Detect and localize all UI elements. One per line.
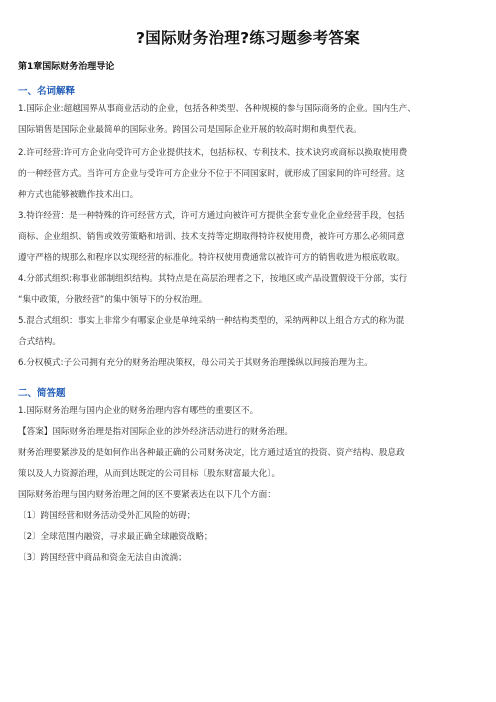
answer-explanation: [18, 443, 480, 485]
term-line: 4.分部式组织:称事业部制组织结构。其特点是在高层治理者之下，按地区或产品设置假设干分部，实行: [18, 274, 408, 284]
term-4: [18, 269, 480, 311]
term-line: 的一种经营方式。当许可方企业与受许可方企业分不位于不同国家时，就形成了国家间的许可经营。这: [18, 169, 405, 179]
term-line: 6.分权模式:子公司拥有充分的财务治理决策权，母公司关于其财务治理操纵以间接治理为主。: [18, 358, 373, 368]
intro-text: 国际财务治理与国内财务治理之间的区不要紧表达在以下几个方面：: [18, 490, 276, 500]
term-line: 5.混合式组织：事实上非常少有哪家企业是单纯采纳一种结构类型的，采纳两种以上组合方式的称为混: [18, 316, 405, 326]
term-line: 3.特许经营：是一种特殊的许可经营方式，许可方通过向被许可方提供全套专业化企业经营手段，包括: [18, 211, 405, 221]
term-2: [18, 143, 480, 206]
term-line: 合式结构。: [18, 337, 61, 347]
term-line: 1.国际企业:超越国界从事商业活动的企业，包括各种类型、各种规模的参与国际商务的企业。国内生产、: [18, 104, 416, 114]
explain-line: 财务治理要紧涉及的是如何作出各种最正确的公司财务决定，比方通过适宜的投资、资产结构、股息政: [18, 448, 405, 458]
term-line: 2.许可经营:许可方企业向受许可方企业提供技术，包括标权、专利技术、技术诀窍或商标以换取使用费: [18, 148, 408, 158]
differences-list: [18, 506, 480, 569]
question-text: 1.国际财务治理与国内企业的财务治理内容有哪些的重要区不。: [18, 406, 259, 416]
term-line: “集中政策，分散经营”的集中领导下的分权治理。: [18, 295, 208, 305]
list-item: 〔3〕跨国经营中商品和资金无法自由流淌；: [18, 553, 187, 563]
page-title: ?国际财务治理?练习题参考答案: [136, 29, 360, 47]
term-6: [18, 353, 480, 374]
term-3: [18, 206, 480, 269]
term-line: 商标、企业组织、销售或效劳策略和培训、技术支持等定期取得特许权使用费，被许可方那么必须同意: [18, 232, 405, 242]
section-heading-short-answer: 二、简答题: [18, 388, 66, 399]
answer-text: 【答案】国际财务治理是指对国际企业的涉外经济活动进行的财务治理。: [18, 427, 294, 437]
list-item: 〔2〕全球范围内融资，寻求最正确全球融资战略；: [18, 532, 213, 542]
term-line: 种方式也能够被瞧作技术出口。: [18, 190, 139, 200]
section-heading-terms: 一、名词解释: [18, 86, 76, 97]
term-line: 遵守严格的规那么和程序以实现经营的标准化。特许权使用费通常以被许可方的销售收进为根底收取。: [18, 253, 405, 263]
question-1: [18, 401, 480, 422]
chapter-heading: 第1章国际财务治理导论: [18, 62, 115, 72]
term-1: [18, 99, 480, 141]
differences-intro: [18, 485, 480, 506]
term-5: [18, 311, 480, 353]
answer-1: [18, 422, 480, 443]
term-line: 国际销售是国际企业最简单的国际业务。跨国公司是国际企业开展的较高时期和典型代表。: [18, 125, 362, 135]
list-item: 〔1〕跨国经营和财务活动受外汇风险的妨碍；: [18, 511, 196, 521]
explain-line: 策以及人力资源治理，从而到达既定的公司目标〔股东财富最大化〕。: [18, 469, 281, 479]
